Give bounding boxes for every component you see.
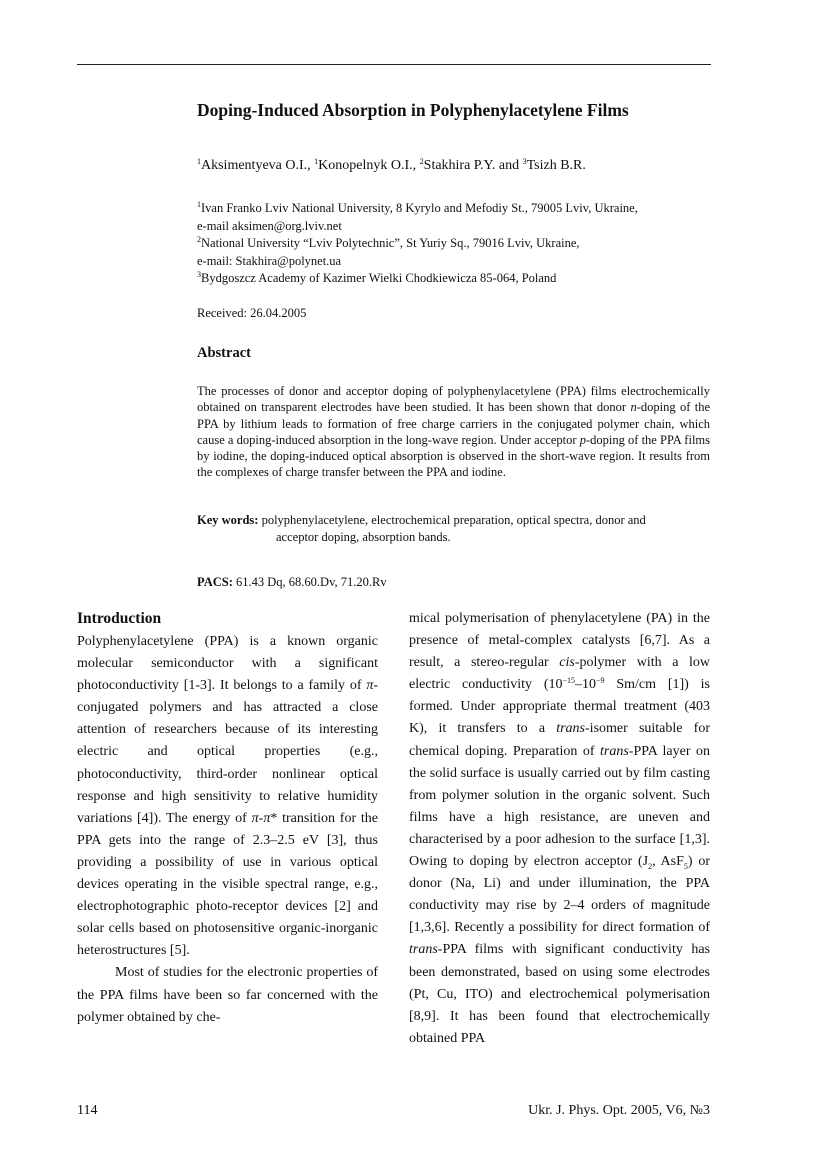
- top-rule: [77, 64, 711, 65]
- affiliation-sup: 3: [197, 270, 201, 279]
- author-name: Stakhira P.Y. and: [423, 158, 523, 173]
- author-sup: 3: [522, 157, 527, 166]
- received-date: Received: 26.04.2005: [197, 306, 307, 320]
- body-paragraph: Most of studies for the electronic properties of the PPA films have been so far concerned with the polymer obtained by che-: [77, 965, 378, 1025]
- body-paragraph: Polyphenylacetylene (PPA) is a known organic molecular semiconductor with a significant photoconductivity [1-3]. It belongs to a family of π-conjugated polymers and has attracted a close attention of researchers because of its interesting electric and optical properties (e.g., photoconductivity, third-order nonlinear optical response and high sensitivity to relative humidity variations [4]). The energy of π-π* transition for the PPA gets into the range of 2.3–2.5 eV [3], thus providing a possibility of use in various optical devices operating in the visible spectral range, e.g., electrophotographic photo-receptor devices [2] and solar cells based on photosensitive organic-inorganic heterostructures [5].: [77, 634, 378, 959]
- author: [420, 158, 523, 173]
- abstract-text: The processes of donor and acceptor doping of polyphenylacetylene (PPA) films electrochemically obtained on transparent electrodes have been studied. It has been shown that donor n-doping of the PPA by lithium leads to formation of free charge carriers in the conjugated polymer chain, which cause a doping-induced absorption in the long-wave region. Under acceptor p-doping of the PPA films by iodine, the doping-induced optical absorption is observed in the short-wave region. It results from the complexes of charge transfer between the PPA and iodine.: [197, 384, 711, 480]
- pacs-codes: 61.43 Dq, 68.60.Dv, 71.20.Rv: [232, 575, 387, 589]
- pacs-label: PACS:: [197, 575, 233, 589]
- author: [314, 158, 420, 173]
- affiliation-text: Bydgoszcz Academy of Kazimer Wielki Chodkiewicza 85-064, Poland: [201, 271, 557, 285]
- keywords-text-cont: acceptor doping, absorption bands.: [276, 529, 451, 544]
- affiliation-line: [197, 235, 638, 253]
- affiliation-line: [197, 200, 638, 218]
- author-name: Konopelnyk O.I.,: [318, 158, 420, 173]
- affiliation-email: e-mail: Stakhira@polynet.ua: [197, 253, 342, 268]
- pacs: [197, 575, 387, 590]
- author: [197, 158, 314, 173]
- author-sup: 1: [197, 157, 201, 166]
- left-column: [77, 608, 378, 1029]
- paper-title: Doping-Induced Absorption in Polyphenylacetylene Films: [197, 100, 629, 120]
- affiliations: [197, 200, 638, 288]
- right-column: [409, 608, 710, 1050]
- body-paragraph: mical polymerisation of phenylacetylene (PA) in the presence of metal-complex catalysts [6,7]. As a result, a stereo-regular cis-polymer with a low electric conductivity ($10^{-15}-10^{-9}$ Sm/cm [1]) is formed. Under appropriate thermal treatment (403 K), it transfers to a trans-isomer suitable for chemical doping. Preparation of trans-PPA layer on the solid surface is usually carried out by film casting from polymer solution in the organic solvent. Such films have a high resistance, are uneven and characterised by a poor adhesion to the surface [1,3]. Owing to doping by electron acceptor ($J_2$, AsF$_5$) or donor (Na, Li) and under illumination, the PPA conductivity may rise by 2–4 orders of magnitude [1,3,6]. Recently a possibility for direct formation of trans-PPA films with significant conductivity has been demonstrated, based on using some electrodes (Pt, Cu, ITO) and electrochemical polymerisation [8,9]. It has been found that electrochemically obtained PPA: [409, 611, 710, 1046]
- keywords-text: polyphenylacetylene, electrochemical preparation, optical spectra, donor and: [258, 513, 646, 527]
- author-sup: 2: [419, 157, 424, 166]
- author-list: [197, 158, 586, 174]
- affiliation-email: e-mail aksimen@org.lviv.net: [197, 218, 342, 233]
- page-number: 114: [77, 1103, 98, 1118]
- affiliation-line: [197, 270, 638, 288]
- keywords-label: Key words:: [197, 513, 259, 527]
- affiliation-sup: 2: [197, 235, 201, 244]
- section-heading-introduction: Introduction: [77, 610, 162, 627]
- keywords: [197, 512, 710, 545]
- abstract-heading: Abstract: [197, 345, 251, 361]
- author: [523, 158, 586, 173]
- affiliation-text: Ivan Franko Lviv National University, 8 Kyrylo and Mefodiy St., 79005 Lviv, Ukraine,: [201, 201, 638, 215]
- author-sup: 1: [314, 157, 319, 166]
- author-name: Aksimentyeva O.I.,: [201, 158, 315, 173]
- affiliation-text: National University “Lviv Polytechnic”, St Yuriy Sq., 79016 Lviv, Ukraine,: [201, 236, 580, 250]
- author-name: Tsizh B.R.: [526, 158, 586, 173]
- journal-citation: Ukr. J. Phys. Opt. 2005, V6, №3: [528, 1103, 710, 1118]
- affiliation-sup: 1: [197, 200, 201, 209]
